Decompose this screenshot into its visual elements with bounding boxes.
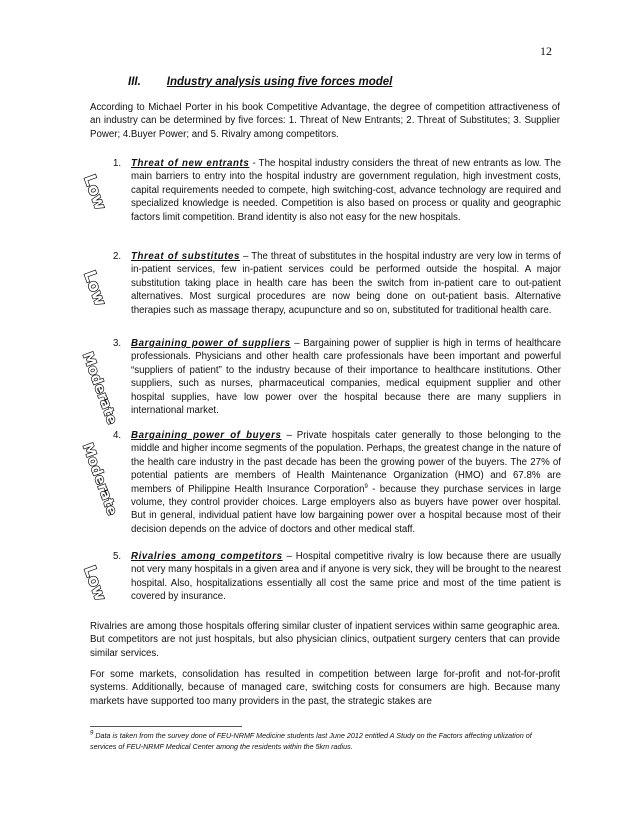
page-number: 12 bbox=[540, 44, 552, 58]
section-heading bbox=[128, 76, 392, 88]
footnote-text: Data is taken from the survey done of FEU-NRMF Medicine students last June 2012 entitled A Study on the Factors affecting utilization of services of FEU-NRMF Medical Center among the residents within the 5km radius. bbox=[90, 731, 532, 751]
force-text: Private hospitals cater generally to those belonging to the middle and higher income segments of the population. Perhaps, the greatest change in the nature of the health care industry in the past decade has been the growing power of the buyers. The 27% of potential patients are members of Health Maintenance Organization (HMO) and 67.8% are members of Philippine Health Insurance Corporation bbox=[131, 430, 561, 495]
force-number: 1. bbox=[113, 158, 122, 169]
force-title: Rivalries among competitors bbox=[131, 551, 283, 562]
footnote-reference: 9 bbox=[364, 483, 368, 490]
rating-stamp-3: Moderate bbox=[78, 350, 120, 427]
force-item-4: 4. Bargaining power of buyers – Private hospitals cater generally to those belonging to the middle and higher income segments of the population. Perhaps, the greatest change in the nature of the health care industry in the past decade has been the growing power of the buyers. The 27% of potential patients are members of Health Maintenance Organization (HMO) and 67.8% are members of Philippine Health Insurance Corporation$^9$ - because they purchase services in large volume, they control provider choices. Large employers also as buyers have power over hospital. But in general, individual patient have low bargaining power over a hospital because most of their decision depends on the advice of doctors and other medical staff. bbox=[113, 430, 561, 535]
force-number: 3. bbox=[113, 338, 122, 349]
body-paragraph: For some markets, consolidation has resulted in competition between large for-profit and not-for-profit systems. Additionally, because of managed care, switching costs for consumers are high. Because many markets have supported too many providers in the past, the strategic stakes are bbox=[90, 669, 560, 707]
force-text: The threat of substitutes in the hospital industry are very low in terms of in-patient services, few in-patient services could be performed outside the hospital. A major substitution taking place in health care has been the switch from in-patient care to out-patient alternatives. Most surgical procedures are now being done on out-patient basis. Alternative therapies such as massage therapy, acupuncture and so on, substituted for traditional health care. bbox=[131, 251, 561, 316]
body-paragraph: Rivalries are among those hospitals offering similar cluster of inpatient services within same geographic area. But competitors are not just hospitals, but also physician clinics, outpatient surgery centers that can provide similar services. bbox=[90, 621, 560, 659]
force-title: Threat of substitutes bbox=[131, 251, 241, 262]
force-item-3: 3. Bargaining power of suppliers – Bargaining power of supplier is high in terms of healthcare professionals. Physicians and other health care professionals have been important and powerful “suppliers of patient” to the industry because of their importance to healthcare institutions. Other suppliers, such as nurses, pharmaceutical companies, medical equipment supplier and other hospital supplies, have low power over the hospital because there are many suppliers in international market. bbox=[113, 338, 561, 417]
force-number: 2. bbox=[113, 251, 122, 262]
footnote-divider bbox=[90, 726, 242, 727]
rating-stamp-4: Moderate bbox=[78, 441, 120, 518]
force-title: Threat of new entrants bbox=[131, 158, 250, 169]
force-text: Bargaining power of supplier is high in terms of healthcare professionals. Physicians and other health care professionals have been important and powerful “suppliers of patient” to the industry because of their importance to healthcare institutions. Other suppliers, such as nurses, pharmaceutical companies, medical equipment supplier and other hospital supplies, have low power over the hospital because there are many suppliers in international market. bbox=[131, 338, 561, 417]
force-item-5: 5. Rivalries among competitors – Hospital competitive rivalry is low because there are usually not very many hospitals in a given area and if anyone is very sick, they will be brought to the nearest hospital. Also, hospitalizations essentially all cost the same price and most of the time patient is covered by insurance. bbox=[113, 551, 561, 603]
force-number: 5. bbox=[113, 551, 122, 562]
rating-stamp-2: Low bbox=[80, 268, 111, 309]
rating-stamp-5: Low bbox=[80, 563, 111, 604]
force-title: Bargaining power of buyers bbox=[131, 430, 282, 441]
intro-paragraph: According to Michael Porter in his book Competitive Advantage, the degree of competition attractiveness of an industry can be determined by five forces: 1. Threat of New Entrants; 2. Threat of Substitutes; 3. Supplier Power; 4.Buyer Power; and 5. Rivalry among competitors. bbox=[90, 102, 560, 140]
force-title: Bargaining power of suppliers bbox=[131, 338, 291, 349]
force-text: Hospital competitive rivalry is low because there are usually not very many hospitals in a given area and if anyone is very sick, they will be brought to the nearest hospital. Also, hospitalizations essentially all cost the same price and most of the time patient is covered by insurance. bbox=[131, 551, 561, 603]
force-item-2: 2. Threat of substitutes – The threat of substitutes in the hospital industry are very low in terms of in-patient services, few in-patient services could be performed outside the hospital. A major substitution taking place in health care has been the switch from in-patient care to out-patient alternatives. Most surgical procedures are now being done on out-patient basis. Alternative therapies such as massage therapy, acupuncture and so on, substituted for traditional health care. bbox=[113, 251, 561, 316]
section-number: III. bbox=[128, 76, 141, 88]
force-number: 4. bbox=[113, 430, 122, 441]
force-item-1: 1. Threat of new entrants - The hospital industry considers the threat of new entrants as low. The main barriers to entry into the hospital industry are government regulation, high investment costs, capital requirements needed to compete, high switching-cost, advance technology are required and specialized knowledge is needed. Competition is also based on process or quality and geographic factors limit competition. Brand identity is also not easy for the new hospitals. bbox=[113, 158, 561, 223]
footnote-mark: 9 bbox=[90, 730, 94, 737]
rating-stamp-1: Low bbox=[80, 172, 111, 213]
footnote bbox=[90, 731, 560, 752]
section-title: Industry analysis using five forces model bbox=[166, 76, 393, 88]
force-text: The hospital industry considers the threat of new entrants as low. The main barriers to entry into the hospital industry are government regulation, high investment costs, capital requirements needed to compete, high switching-cost, advance technology are required and specialized knowledge is needed. Competition is also based on process or quality and geographic factors limit competition. Brand identity is also not easy for the new hospitals. bbox=[131, 158, 561, 223]
